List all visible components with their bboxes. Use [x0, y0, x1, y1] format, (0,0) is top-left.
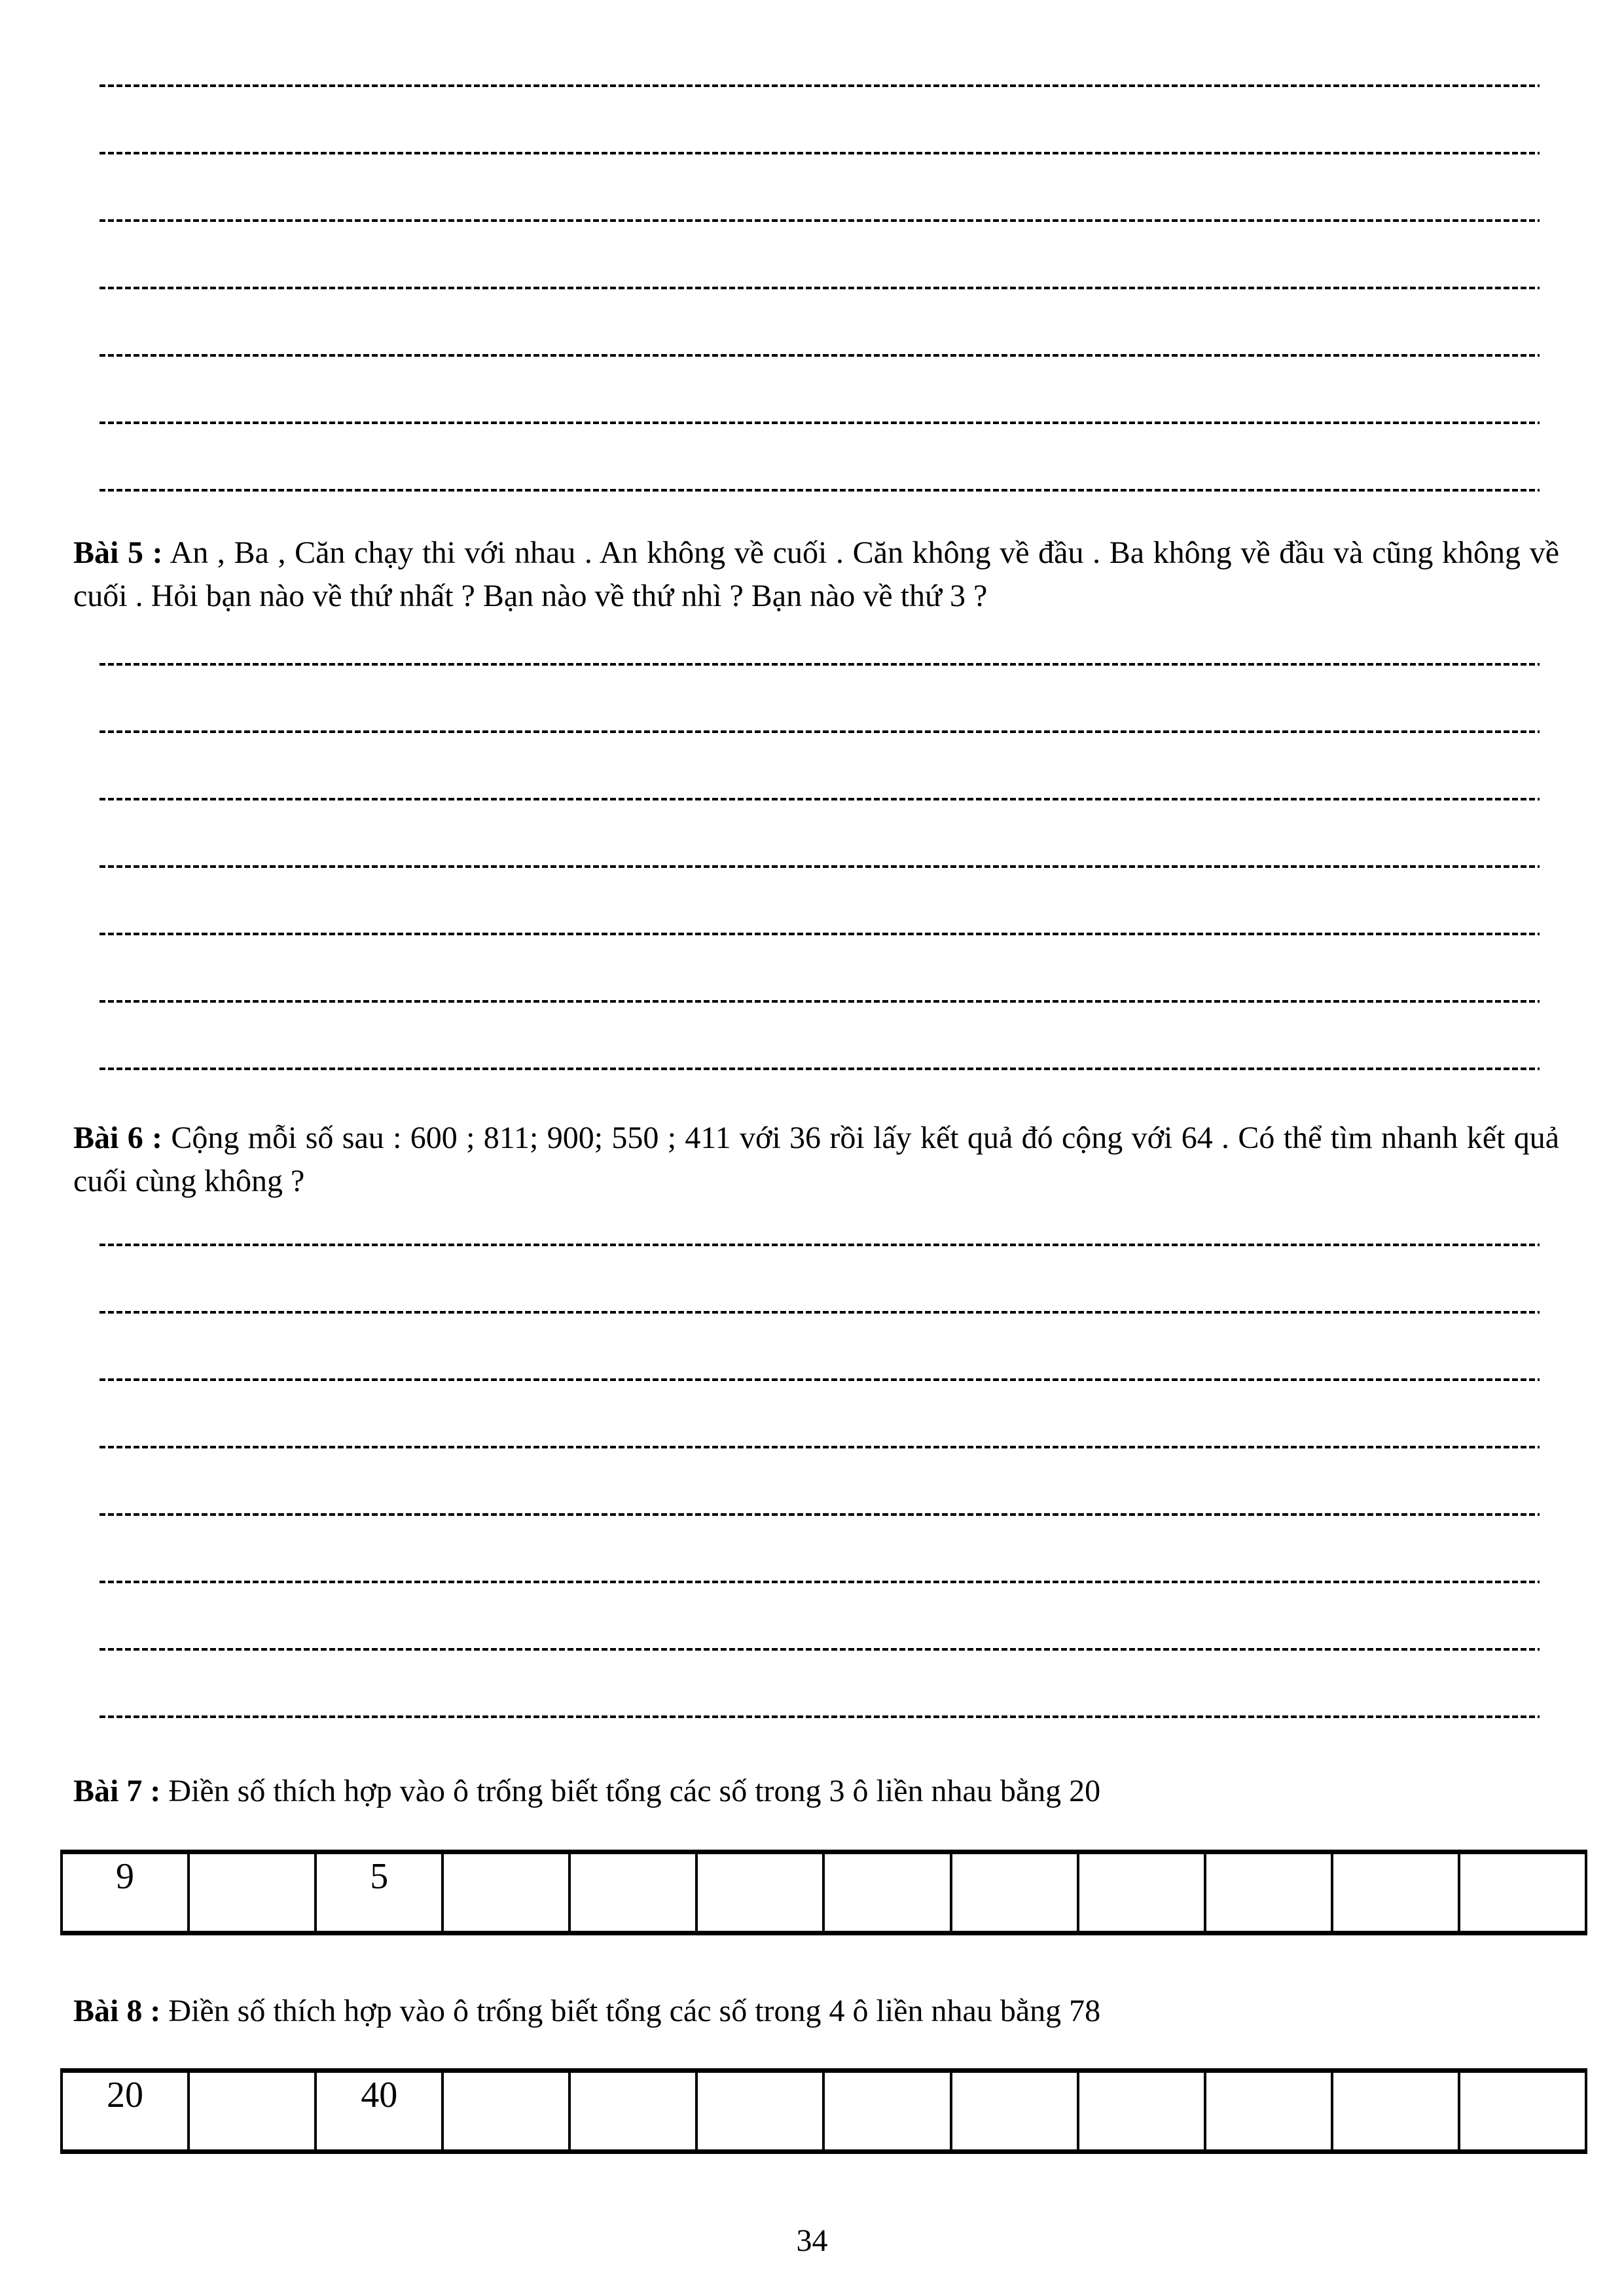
problem-heading-bai5: [73, 531, 1559, 618]
table-cell: [190, 1854, 317, 1931]
problem-label: Bài 8 :: [73, 1994, 161, 2028]
table-cell: [952, 2073, 1079, 2149]
table-cell: [825, 1854, 952, 1931]
table-cell: [190, 2073, 317, 2149]
answer-line: [99, 730, 1540, 733]
answer-line: [99, 865, 1540, 868]
table-cell: [1333, 2073, 1460, 2149]
answer-line: [99, 798, 1540, 800]
answer-line: [99, 1378, 1540, 1381]
table-cell: 5: [317, 1854, 444, 1931]
table-cell: [952, 1854, 1079, 1931]
table-cell: [1206, 2073, 1333, 2149]
answer-line: [99, 84, 1540, 87]
number-strip-bai7: [60, 1850, 1587, 1935]
number-strip-bai8: [60, 2068, 1587, 2154]
table-cell: [1079, 2073, 1206, 2149]
problem-heading-bai6: [73, 1117, 1559, 1203]
answer-lines-bai6: [99, 1244, 1540, 1718]
answer-line: [99, 354, 1540, 357]
problem-heading-bai8: [73, 1990, 1559, 2033]
problem-text: Điền số thích hợp vào ô trống biết tổng các số trong 3 ô liền nhau bằng 20: [168, 1774, 1101, 1808]
table-cell: [698, 1854, 825, 1931]
answer-line: [99, 1648, 1540, 1651]
table-cell: 20: [63, 2073, 190, 2149]
problem-text: An , Ba , Căn chạy thi với nhau . An không về cuối . Căn không về đầu . Ba không về đầu và cũng không về cuối . Hỏi bạn nào về thứ nhất ? Bạn nào về thứ nhì ? Bạn nào về thứ 3 ?: [73, 535, 1559, 613]
table-cell: [1460, 1854, 1587, 1931]
answer-line: [99, 489, 1540, 492]
table-cell: [1079, 1854, 1206, 1931]
table-cell: [1333, 1854, 1460, 1931]
answer-lines-bai5: [99, 663, 1540, 1070]
problem-text: Điền số thích hợp vào ô trống biết tổng các số trong 4 ô liền nhau bằng 78: [168, 1994, 1101, 2028]
answer-line: [99, 1581, 1540, 1583]
answer-line: [99, 152, 1540, 154]
answer-line: [99, 422, 1540, 424]
table-cell: [825, 2073, 952, 2149]
problem-heading-bai7: [73, 1770, 1559, 1813]
table-cell: [1460, 2073, 1587, 2149]
answer-line: [99, 287, 1540, 289]
table-cell: [444, 2073, 571, 2149]
answer-line: [99, 1244, 1540, 1246]
answer-line: [99, 1715, 1540, 1718]
table-cell: 40: [317, 2073, 444, 2149]
table-cell: [698, 2073, 825, 2149]
answer-line: [99, 1067, 1540, 1070]
answer-line: [99, 933, 1540, 935]
page-number: 34: [796, 2223, 828, 2258]
problem-label: Bài 7 :: [73, 1774, 161, 1808]
problem-label: Bài 5 :: [73, 535, 163, 570]
answer-line: [99, 1446, 1540, 1448]
answer-line: [99, 1311, 1540, 1314]
table-cell: 9: [63, 1854, 190, 1931]
table-cell: [571, 2073, 698, 2149]
answer-line: [99, 1513, 1540, 1516]
answer-lines-top: [99, 84, 1540, 492]
problem-text: Cộng mỗi số sau : 600 ; 811; 900; 550 ; 411 với 36 rồi lấy kết quả đó cộng với 64 . Có thể tìm nhanh kết quả cuối cùng không ?: [73, 1121, 1560, 1198]
table-cell: [444, 1854, 571, 1931]
answer-line: [99, 219, 1540, 222]
answer-line: [99, 1000, 1540, 1003]
problem-label: Bài 6 :: [73, 1121, 163, 1155]
answer-line: [99, 663, 1540, 666]
table-cell: [1206, 1854, 1333, 1931]
table-cell: [571, 1854, 698, 1931]
